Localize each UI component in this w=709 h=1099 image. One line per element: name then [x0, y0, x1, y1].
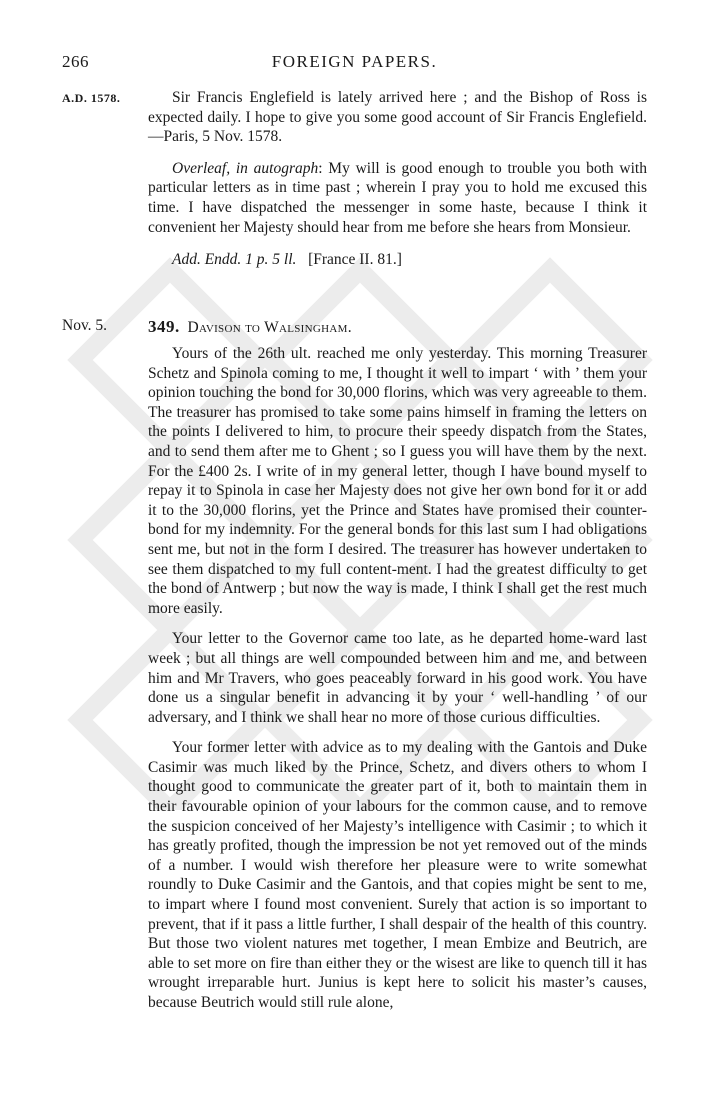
entry-number: 349. [148, 317, 180, 336]
overleaf-paragraph [148, 159, 647, 237]
previous-entry-paragraph: Sir Francis Englefield is lately arrived here ; and the Bishop of Ross is expected daily. I hope to give you some good account of Sir Francis Englefield.—Paris, 5 Nov. 1578. [148, 89, 647, 146]
entry-paragraph-2: Your letter to the Governor came too late, as he departed home-ward last week ; but all things are well compounded between him and me, and between him and Mr Travers, who goes peaceably forward in his good work. You have done us a singular benefit in advancing it by your ‘ well-handling ’ of our adversary, and I think we shall hear no more of those curious difficulties. [148, 630, 647, 726]
margin-year: A.D. 1578. [62, 91, 121, 105]
previous-entry [148, 88, 647, 270]
overleaf-text: : My will is good enough to trouble you both with particular letters as in time past ; wherein I pray you to hold me excused this time. I have dispatched the messenger in some haste, because I think it convenient her Majesty should hear from me before she hears from Monsieur. [148, 159, 647, 236]
page-number: 266 [62, 52, 89, 71]
endorsement-details: Add. Endd. 1 p. 5 ll. [172, 251, 297, 269]
endorsement-line [148, 250, 647, 270]
entry-paragraph-1: Yours of the 26th ult. reached me only yesterday. This morning Treasurer Schetz and Spinola coming to me, I thought it well to impart ‘ with ’ them your opinion touching the bond for 30,000 florins, which was very agreeable to them. The treasurer has promised to take some pains himself in framing the letters on the points I delivered to him, to procure their speedy dispatch from the States, and to send them after me to Ghent ; so I guess you will have them by the next. For the £400 2s. I write of in my general letter, though I have bound myself to repay it to Spinola in case her Majesty does not give her own bond for it or add it to the 30,000 florins, yet the Prince and States have promised their counter-bond for my indemnity. For the general bonds for this last sum I had obligations sent me, but not in the form I desired. The treasurer has however undertaken to see them dispatched to my full content-ment. I had the greatest difficulty to get the bond of Antwerp ; but now the way is made, I think I shall get the rest much more easily. [148, 345, 647, 617]
margin-entry-date: Nov. 5. [62, 317, 108, 334]
endorsement-reference: [France II. 81.] [308, 251, 402, 269]
overleaf-label: Overleaf, in autograph [172, 159, 319, 177]
running-title: FOREIGN PAPERS. [271, 52, 438, 71]
entry-body [148, 344, 647, 1013]
entry-paragraph-3: Your former letter with advice as to my dealing with the Gantois and Duke Casimir was much liked by the Prince, Schetz, and divers others to whom I thought good to communicate the greater part of it, both to maintain them in their favourable opinion of your labours for the common cause, and to remove the suspicion conceived of her Majesty’s intelligence with Casimir ; to which it has greatly profited, though the impression be not yet removed out of the minds of a number. I would wish therefore her pleasure were to write somewhat roundly to Duke Casimir and the Gantois, and that copies might be sent to me, to impart where I found most convenient. Surely that action is so important to prevent, that if it pass a little further, I shall despair of the health of this country. But those two violent natures met together, I mean Embize and Beutrich, are able to set more on fire than either they or the wisest are like to quench till it has wrought irreparable hurt. Junius is kept here to solicit his master’s causes, because Beutrich would still rule alone, [148, 739, 647, 1011]
entry-title: Davison to Walsingham. [187, 319, 352, 336]
entry-heading [148, 317, 352, 337]
